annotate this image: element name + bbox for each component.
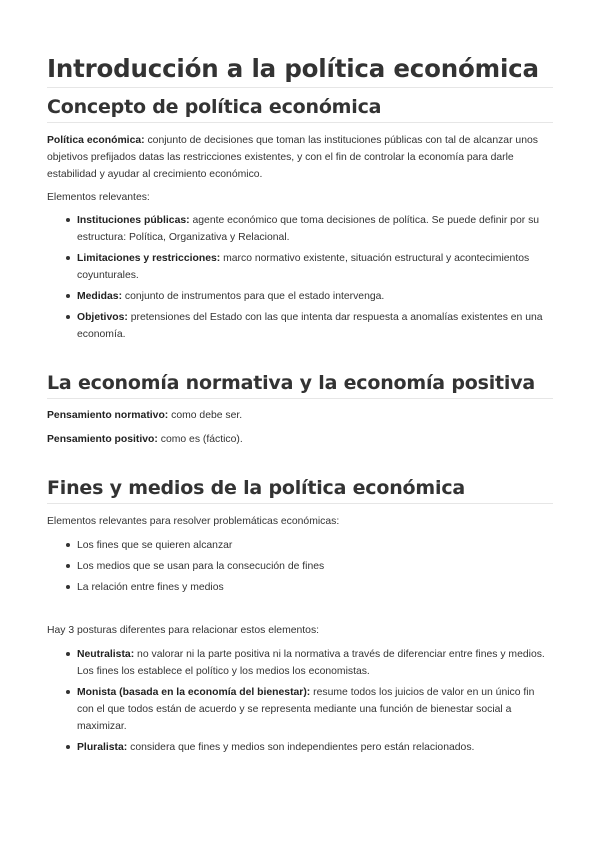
- list-item-term: Limitaciones y restricciones:: [77, 253, 221, 264]
- normative-term: Pensamiento normativo:: [47, 410, 169, 421]
- list-item: [77, 309, 553, 343]
- section-heading-concepto: Concepto de política económica: [47, 95, 553, 123]
- list-item-term: Instituciones públicas:: [77, 215, 190, 226]
- list-item-text: resume todos los juicios de valor en un único fin con el que todos están de acuerdo y se representa mediante una función de bienestar social a maximizar.: [77, 687, 535, 732]
- positive-paragraph: [47, 431, 553, 448]
- definition-paragraph: [47, 132, 553, 183]
- list-item: [77, 646, 553, 680]
- list-item-text: agente económico que toma decisiones de política. Se puede definir por su estructura: Política, Organizativa y Relacional.: [77, 215, 540, 243]
- list-item-text: pretensiones del Estado con las que intenta dar respuesta a anomalías existentes en una economía.: [77, 312, 543, 340]
- definition-text: conjunto de decisiones que toman las instituciones públicas con tal de alcanzar unos objetivos prefijados datas las restricciones existentes, y con el fin de controlar la economía para darle estabilidad y ayudar al crecimiento económico.: [47, 135, 538, 180]
- fines-intro: Elementos relevantes para resolver problemáticas económicas:: [47, 516, 340, 527]
- page-title: Introducción a la política económica: [47, 55, 553, 88]
- section-heading-fines: Fines y medios de la política económica: [47, 476, 553, 504]
- postures-list: [47, 646, 553, 756]
- list-item-text: no valorar ni la parte positiva ni la normativa a través de diferenciar entre fines y medios. Los fines los establece el político y los medios los economistas.: [77, 649, 545, 677]
- document-page: [47, 55, 553, 756]
- list-item: [77, 684, 553, 735]
- list-item-term: Monista (basada en la economía del bienestar):: [77, 687, 311, 698]
- list-item: [77, 288, 553, 305]
- positive-text: como es (fáctico).: [157, 434, 243, 445]
- list-item-term: Medidas:: [77, 291, 123, 302]
- section-heading-normativa: La economía normativa y la economía positiva: [47, 371, 553, 399]
- list-item-text: conjunto de instrumentos para que el estado intervenga.: [122, 291, 385, 302]
- list-item: [77, 212, 553, 246]
- list-item-text: considera que fines y medios son independientes pero están relacionados.: [127, 742, 475, 753]
- list-item: Los medios que se usan para la consecución de fines: [77, 558, 553, 575]
- normative-text: como debe ser.: [168, 410, 243, 421]
- list-item: Los fines que se quieren alcanzar: [77, 537, 553, 554]
- postures-intro: Hay 3 posturas diferentes para relacionar estos elementos:: [47, 625, 320, 636]
- list-item: [77, 250, 553, 284]
- list-item: [77, 739, 553, 756]
- list-item-term: Objetivos:: [77, 312, 128, 323]
- elements-intro: Elementos relevantes:: [47, 192, 150, 203]
- fines-list: [47, 537, 553, 596]
- list-item-text: marco normativo existente, situación estructural y acontecimientos coyunturales.: [77, 253, 530, 281]
- elements-list: [47, 212, 553, 343]
- list-item: La relación entre fines y medios: [77, 579, 553, 596]
- normative-paragraph: [47, 407, 553, 424]
- list-item-term: Neutralista:: [77, 649, 135, 660]
- definition-term: Política económica:: [47, 135, 145, 146]
- list-item-term: Pluralista:: [77, 742, 128, 753]
- positive-term: Pensamiento positivo:: [47, 434, 158, 445]
